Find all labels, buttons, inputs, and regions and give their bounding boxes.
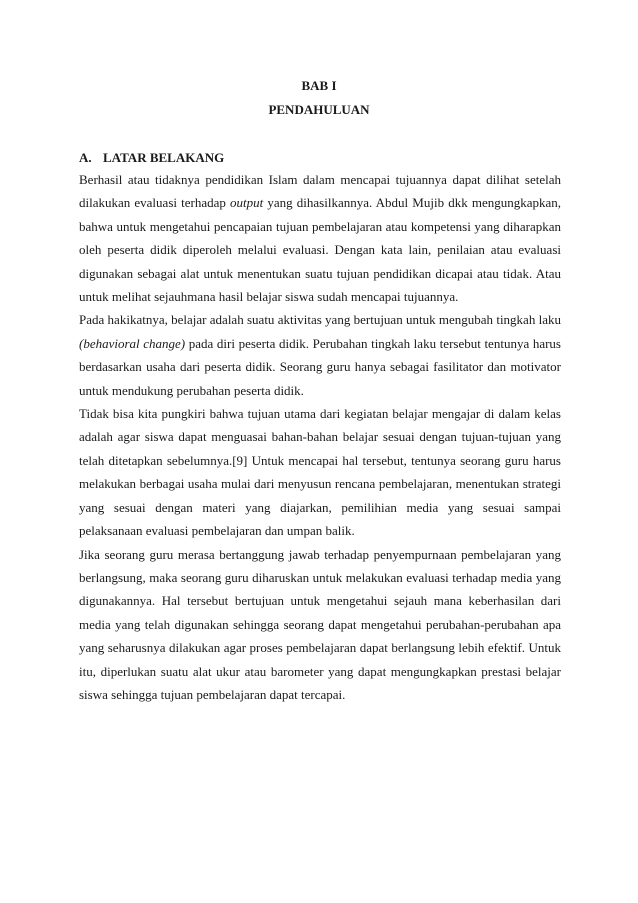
- chapter-title: PENDAHULUAN: [268, 102, 370, 117]
- paragraph-3: [79, 402, 561, 542]
- paragraph-text: Pada hakikatnya, belajar adalah suatu aktivitas yang bertujuan untuk mengubah tingkah laku: [79, 312, 561, 328]
- paragraph-2: [79, 308, 561, 402]
- section-title: LATAR BELAKANG: [103, 150, 225, 165]
- section-marker: A.: [79, 150, 92, 165]
- paragraph-text: Jika seorang guru merasa bertanggung jawab terhadap penyempurnaan pembelajaran yang berlangsung, maka seorang guru diharuskan untuk melakukan evaluasi terhadap media yang digunakannya. Hal tersebut bertujuan untuk mengetahui sejauh mana keberhasilan dari media yang telah digunakan sehingga seorang dapat mengetahui perubahan-perubahan apa yang seharusnya dilakukan agar proses pembelajaran dapat berlangsung lebih efektif. Untuk itu, diperlukan suatu alat ukur atau barometer yang dapat mengungkapkan prestasi belajar siswa sehingga tujuan pembelajaran dapat tercapai.: [79, 546, 561, 702]
- body-text: [79, 168, 561, 706]
- paragraph-text: pada diri peserta didik. Perubahan tingkah laku tersebut tentunya harus berdasarkan usaha dari peserta didik. Seorang guru hanya sebagai fasilitator dan motivator untuk mendukung perubahan peserta didik.: [79, 335, 561, 398]
- italic-term: (behavioral change): [79, 335, 186, 351]
- paragraph-text: Berhasil atau tidaknya pendidikan Islam dalam mencapai tujuannya dapat dilihat setelah dilakukan evaluasi terhadap: [79, 172, 561, 211]
- paragraph-text: Tidak bisa kita pungkiri bahwa tujuan utama dari kegiatan belajar mengajar di dalam kelas adalah agar siswa dapat menguasai bahan-bahan belajar sesuai dengan tujuan-tujuan yang telah ditetapkan sebelumnya.[9] Untuk mencapai hal tersebut, tentunya seorang guru harus melakukan berbagai usaha mulai dari menyusun rencana pembelajaran, menentukan strategi yang sesuai dengan materi yang diajarkan, pemilihian media yang sesuai sampai pelaksanaan evaluasi pembelajaran dan umpan balik.: [79, 406, 561, 539]
- section-heading: [79, 150, 224, 166]
- paragraph-text: yang dihasilkannya. Abdul Mujib dkk mengungkapkan, bahwa untuk mengetahui pencapaian tujuan pembelajaran atau kompetensi yang diharapkan oleh peserta didik diperoleh melalui evaluasi. Dengan kata lain, penilaian atau evaluasi digunakan sebagai alat untuk menentukan suatu tujuan pendidikan dicapai atau tidak. Atau untuk melihat sejauhmana hasil belajar siswa sudah mencapai tujuannya.: [79, 195, 562, 305]
- chapter-number: BAB I: [301, 78, 337, 93]
- italic-term: output: [230, 195, 264, 211]
- paragraph-1: [79, 168, 561, 308]
- paragraph-4: [79, 543, 561, 707]
